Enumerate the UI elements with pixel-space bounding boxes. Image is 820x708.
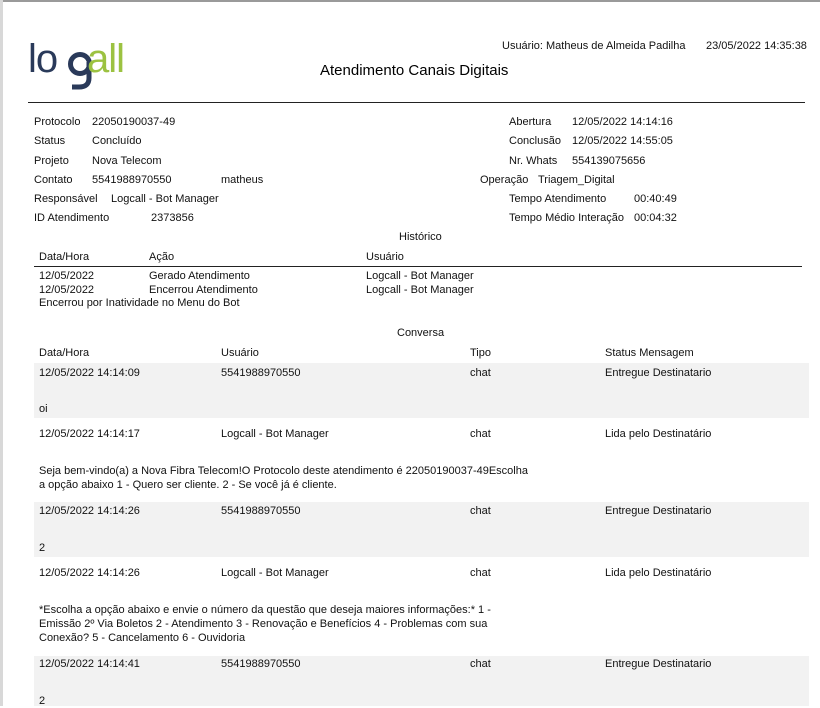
printed-by-user: Usuário: Matheus de Almeida Padilha	[502, 40, 686, 52]
historico-row-usuario: Logcall - Bot Manager	[366, 270, 474, 282]
message-status: Entregue Destinatario	[605, 505, 712, 517]
message-status: Lida pelo Destinatário	[605, 567, 712, 579]
message-datahora: 12/05/2022 14:14:09	[39, 367, 140, 379]
tempo-medio-label: Tempo Médio Interação	[509, 212, 624, 224]
tempo-atendimento-label: Tempo Atendimento	[509, 193, 607, 205]
historico-row-datahora: 12/05/2022	[39, 284, 95, 296]
historico-row-usuario: Logcall - Bot Manager	[366, 284, 474, 296]
page-top-edge	[0, 0, 820, 2]
message-tipo: chat	[470, 367, 491, 379]
operacao-value: Triagem_Digital	[538, 174, 615, 186]
historico-row-acao: Gerado Atendimento	[149, 270, 250, 282]
contato-value: 5541988970550	[92, 174, 172, 186]
status-value: Concluído	[92, 135, 142, 147]
conversa-header-datahora: Data/Hora	[39, 347, 90, 359]
tempo-medio-value: 00:04:32	[634, 212, 677, 224]
message-status: Entregue Destinatario	[605, 658, 712, 670]
message-text: *Escolha a opção abaixo e envie o número da questão que deseja maiores informações:* 1 - Emissão 2º Via Boletos 2 - Atendimento 3 - Renovação e Benefícios 4 - Problemas com sua Conexão? 5 - Cancelamento 6 - Ouvidoria	[39, 604, 491, 644]
svg-text:all: all	[87, 37, 125, 81]
operacao-label: Operação	[480, 174, 529, 186]
message-status: Lida pelo Destinatário	[605, 428, 712, 440]
nr-whats-label: Nr. Whats	[509, 155, 558, 167]
message-text: 2	[39, 542, 46, 554]
header-divider	[28, 102, 805, 103]
projeto-value: Nova Telecom	[92, 155, 162, 167]
historico-row-datahora: 12/05/2022	[39, 270, 95, 282]
message-usuario: Logcall - Bot Manager	[221, 567, 329, 579]
message-text: oi	[39, 403, 48, 415]
print-datetime: 23/05/2022 14:35:38	[706, 40, 807, 52]
page-left-edge	[0, 0, 3, 706]
status-label: Status	[34, 135, 66, 147]
id-atendimento-label: ID Atendimento	[34, 212, 110, 224]
contato-label: Contato	[34, 174, 73, 186]
message-tipo: chat	[470, 428, 491, 440]
message-usuario: 5541988970550	[221, 505, 301, 517]
abertura-value: 12/05/2022 14:14:16	[572, 116, 673, 128]
message-datahora: 12/05/2022 14:14:41	[39, 658, 140, 670]
message-tipo: chat	[470, 567, 491, 579]
conversa-header-status: Status Mensagem	[605, 347, 694, 359]
contato-name: matheus	[221, 174, 264, 186]
conversa-header-tipo: Tipo	[470, 347, 491, 359]
conclusao-label: Conclusão	[509, 135, 561, 147]
message-text: 2	[39, 695, 46, 707]
protocolo-label: Protocolo	[34, 116, 81, 128]
tempo-atendimento-value: 00:40:49	[634, 193, 677, 205]
svg-text:lo: lo	[28, 37, 58, 81]
message-datahora: 12/05/2022 14:14:26	[39, 505, 140, 517]
projeto-label: Projeto	[34, 155, 69, 167]
nr-whats-value: 554139075656	[572, 155, 646, 167]
message-datahora: 12/05/2022 14:14:17	[39, 428, 140, 440]
historico-header-usuario: Usuário	[366, 251, 404, 263]
message-status: Entregue Destinatario	[605, 367, 712, 379]
conversa-header-usuario: Usuário	[221, 347, 259, 359]
historico-header-datahora: Data/Hora	[39, 251, 90, 263]
conversa-title: Conversa	[397, 327, 445, 339]
responsavel-label: Responsável	[34, 193, 98, 205]
message-usuario: 5541988970550	[221, 658, 301, 670]
responsavel-value: Logcall - Bot Manager	[111, 193, 219, 205]
logcall-logo	[28, 36, 128, 92]
message-tipo: chat	[470, 658, 491, 670]
message-tipo: chat	[470, 505, 491, 517]
historico-note: Encerrou por Inatividade no Menu do Bot	[39, 297, 240, 309]
message-text: Seja bem-vindo(a) a Nova Fibra Telecom!O Protocolo deste atendimento é 22050190037-49Escolha a opção abaixo 1 - Quero ser cliente. 2 - Se você já é cliente.	[39, 465, 528, 491]
historico-title: Histórico	[399, 231, 442, 243]
historico-header-acao: Ação	[149, 251, 175, 263]
protocolo-value: 22050190037-49	[92, 116, 176, 128]
report-title: Atendimento Canais Digitais	[320, 62, 509, 79]
message-datahora: 12/05/2022 14:14:26	[39, 567, 140, 579]
message-usuario: Logcall - Bot Manager	[221, 428, 329, 440]
message-usuario: 5541988970550	[221, 367, 301, 379]
historico-row-acao: Encerrou Atendimento	[149, 284, 258, 296]
id-atendimento-value: 2373856	[151, 212, 194, 224]
conclusao-value: 12/05/2022 14:55:05	[572, 135, 673, 147]
abertura-label: Abertura	[509, 116, 552, 128]
historico-divider	[34, 266, 802, 267]
